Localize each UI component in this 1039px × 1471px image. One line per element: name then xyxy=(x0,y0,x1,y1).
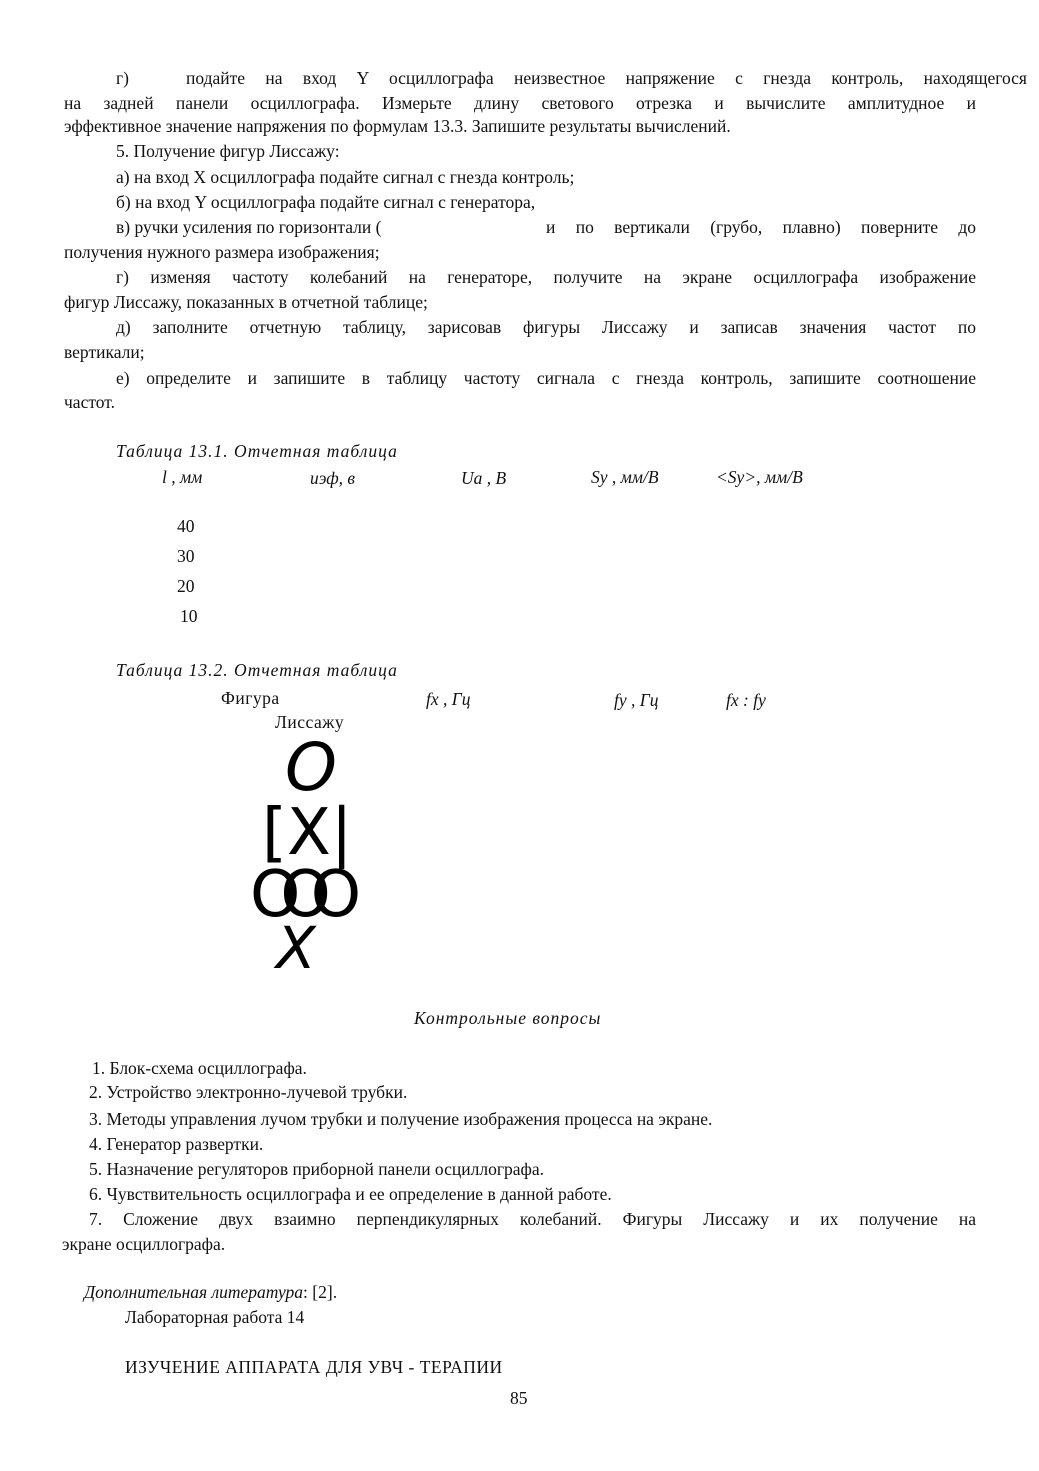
step-a: а) на вход X осциллографа подайте сигнал с гнезда контроль; xyxy=(116,167,575,187)
step-d-line1: д) заполните отчетную таблицу, зарисовав фигуры Лиссажу и записав значения частот по xyxy=(116,317,976,337)
lissajous-glyph-x: X xyxy=(276,914,316,980)
table1-header-avg-sy: <Sy>, мм/В xyxy=(716,467,803,487)
question-6: 6. Чувствительность осциллографа и ее определение в данной работе. xyxy=(89,1184,612,1204)
next-lab-title: ИЗУЧЕНИЕ АППАРАТА ДЛЯ УВЧ - ТЕРАПИИ xyxy=(125,1357,503,1377)
step-v-line1-part2: и по вертикали (грубо, плавно) поверните до xyxy=(546,217,976,237)
table1-header-l: l , мм xyxy=(162,467,203,487)
table1-row-40: 40 xyxy=(177,516,195,536)
step-d-line2: вертикали; xyxy=(64,342,145,362)
step-e-line2: частот. xyxy=(64,392,115,412)
page-number: 85 xyxy=(510,1388,528,1408)
step-g2-line2: фигур Лиссажу, показанных в отчетной таблице; xyxy=(64,292,428,312)
table2-header-figure-line2: Лиссажу xyxy=(275,712,345,732)
table1-header-ua: Ua , B xyxy=(461,468,507,488)
table1-caption: Таблица 13.1. Отчетная таблица xyxy=(116,441,398,461)
lissajous-figures xyxy=(240,730,380,980)
questions-title: Контрольные вопросы xyxy=(414,1008,602,1028)
step-g-line3: эффективное значение напряжения по формулам 13.3. Запишите результаты вычислений. xyxy=(64,116,731,136)
table1-row-20: 20 xyxy=(177,576,195,596)
lissajous-glyph-circle: O xyxy=(285,730,337,806)
step-g-label: г) xyxy=(116,68,130,88)
question-7-line1: 7. Сложение двух взаимно перпендикулярных колебаний. Фигуры Лиссажу и их получение на xyxy=(89,1209,976,1229)
table2-header-fx: fx , Гц xyxy=(426,689,471,709)
step-v-line1-part1: в) ручки усиления по горизонтали ( xyxy=(116,217,382,237)
table2-caption: Таблица 13.2. Отчетная таблица xyxy=(116,660,398,680)
step-g-line1: подайте на вход Y осциллографа неизвестное напряжение с гнезда контроль, находящегося xyxy=(186,68,1027,88)
table1-header-sy: Sy , мм/В xyxy=(591,467,659,487)
step-b: б) на вход Y осциллографа подайте сигнал с генератора, xyxy=(116,192,536,212)
question-2: 2. Устройство электронно-лучевой трубки. xyxy=(89,1082,408,1102)
table1-row-30: 30 xyxy=(177,546,195,566)
step-g-line2: на задней панели осциллографа. Измерьте длину светового отрезка и вычислите амплитудное и xyxy=(64,93,976,113)
question-5: 5. Назначение регуляторов приборной панели осциллографа. xyxy=(89,1159,545,1179)
table2-header-figure-line1: Фигура xyxy=(221,688,280,708)
additional-literature xyxy=(84,1282,337,1303)
additional-literature-label: Дополнительная литература xyxy=(84,1282,304,1302)
question-7-line2: экране осциллографа. xyxy=(62,1234,226,1254)
step-v-line2: получения нужного размера изображения; xyxy=(64,242,380,262)
step-e-line1: е) определите и запишите в таблицу частоту сигнала с гнезда контроль, запишите соотношение xyxy=(116,368,976,388)
table1-header-ueff: иэф, в xyxy=(310,468,356,488)
additional-literature-ref: : [2]. xyxy=(303,1282,338,1302)
table2-header-fy: fy , Гц xyxy=(614,690,659,710)
question-4: 4. Генератор развертки. xyxy=(89,1134,264,1154)
next-lab-number: Лабораторная работа 14 xyxy=(125,1307,305,1327)
section-5-heading: 5. Получение фигур Лиссажу: xyxy=(116,141,340,161)
question-3: 3. Методы управления лучом трубки и получение изображения процесса на экране. xyxy=(89,1109,713,1129)
lissajous-glyph-bracket-x: [X| xyxy=(262,796,353,870)
question-1: 1. Блок-схема осциллографа. xyxy=(92,1058,307,1078)
step-g2-line1: г) изменяя частоту колебаний на генераторе, получите на экране осциллографа изображение xyxy=(116,267,976,287)
lissajous-glyph-three-loops: OOO xyxy=(250,858,342,932)
table1-row-10: 10 xyxy=(180,606,198,626)
table2-header-ratio: fx : fy xyxy=(726,690,766,710)
